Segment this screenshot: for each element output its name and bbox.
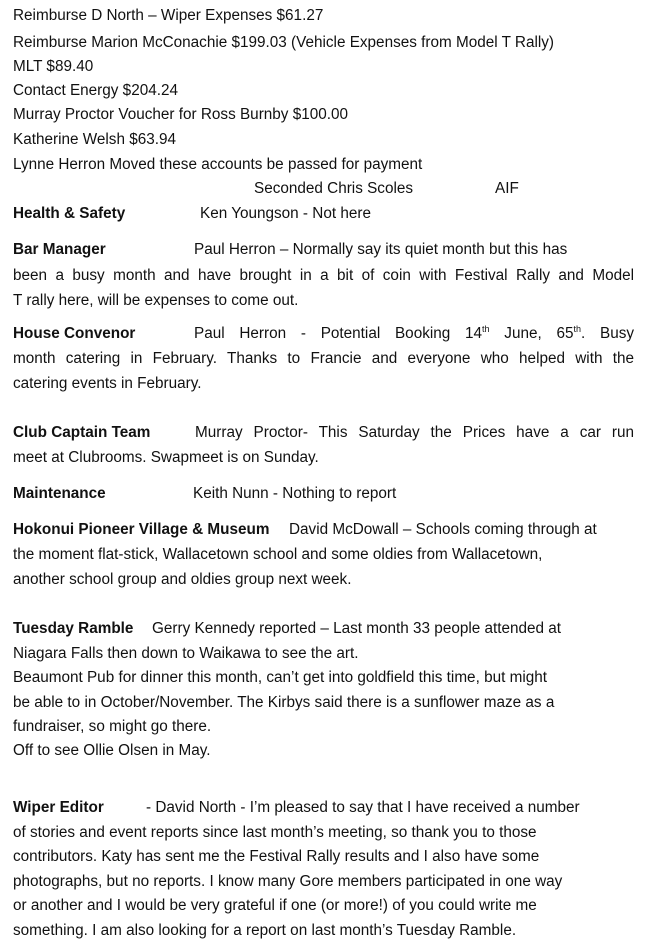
- house-convenor-line: month catering in February. Thanks to Francie and everyone who helped with the: [13, 350, 634, 367]
- wiper-editor-heading: Wiper Editor: [13, 799, 104, 816]
- tuesday-ramble-line: Beaumont Pub for dinner this month, can’t get into goldfield this time, but might: [13, 669, 547, 686]
- bar-manager-line: been a busy month and have brought in a bit of coin with Festival Rally and Model: [13, 267, 634, 284]
- house-convenor-line: Paul Herron - Potential Booking 14th June, 65th. Busy: [194, 323, 635, 342]
- wiper-editor-line: contributors. Katy has sent me the Festival Rally results and I also have some: [13, 848, 540, 865]
- club-captain-heading: Club Captain Team: [13, 424, 151, 441]
- account-item: MLT $89.40: [13, 58, 94, 75]
- health-safety-heading: Health & Safety: [13, 205, 126, 222]
- house-convenor-heading: House Convenor: [13, 325, 136, 342]
- account-item: Reimburse D North – Wiper Expenses $61.27: [13, 7, 324, 24]
- wiper-editor-line: photographs, but no reports. I know many Gore members participated in one way: [13, 873, 563, 890]
- tuesday-ramble-line: Gerry Kennedy reported – Last month 33 people attended at: [152, 620, 562, 637]
- wiper-editor-line: something. I am also looking for a report on last month’s Tuesday Ramble.: [13, 922, 517, 939]
- account-item: Reimburse Marion McConachie $199.03 (Vehicle Expenses from Model T Rally): [13, 34, 555, 51]
- maintenance-heading: Maintenance: [13, 485, 106, 502]
- hokonui-line: David McDowall – Schools coming through at: [289, 521, 597, 538]
- tuesday-ramble-line: fundraiser, so might go there.: [13, 718, 212, 735]
- motion-text: Lynne Herron Moved these accounts be passed for payment: [13, 156, 423, 173]
- wiper-editor-line: - David North - I’m pleased to say that I have received a number: [146, 799, 580, 816]
- hokonui-line: another school group and oldies group next week.: [13, 571, 352, 588]
- bar-manager-line: Paul Herron – Normally say its quiet month but this has: [194, 241, 568, 258]
- house-convenor-line: catering events in February.: [13, 375, 202, 392]
- seconded-text: Seconded Chris Scoles: [254, 180, 414, 197]
- bar-manager-heading: Bar Manager: [13, 241, 106, 258]
- wiper-editor-line: or another and I would be very grateful if one (or more!) of you could write me: [13, 897, 537, 914]
- maintenance-text: Keith Nunn - Nothing to report: [193, 485, 397, 502]
- tuesday-ramble-heading: Tuesday Ramble: [13, 620, 134, 637]
- hokonui-heading: Hokonui Pioneer Village & Museum: [13, 521, 270, 538]
- health-safety-text: Ken Youngson - Not here: [200, 205, 371, 222]
- tuesday-ramble-line: Niagara Falls then down to Waikawa to see the art.: [13, 645, 359, 662]
- club-captain-line: Murray Proctor- This Saturday the Prices have a car run: [195, 424, 634, 441]
- hokonui-line: the moment flat-stick, Wallacetown school and some oldies from Wallacetown,: [13, 546, 543, 563]
- motion-result: AIF: [495, 180, 519, 197]
- account-item: Murray Proctor Voucher for Ross Burnby $100.00: [13, 106, 348, 123]
- account-item: Katherine Welsh $63.94: [13, 131, 176, 148]
- tuesday-ramble-line: be able to in October/November. The Kirbys said there is a sunflower maze as a: [13, 694, 555, 711]
- account-item: Contact Energy $204.24: [13, 82, 178, 99]
- bar-manager-line: T rally here, will be expenses to come out.: [13, 292, 299, 309]
- wiper-editor-line: of stories and event reports since last month’s meeting, so thank you to those: [13, 824, 537, 841]
- tuesday-ramble-line: Off to see Ollie Olsen in May.: [13, 742, 211, 759]
- club-captain-line: meet at Clubrooms. Swapmeet is on Sunday.: [13, 449, 319, 466]
